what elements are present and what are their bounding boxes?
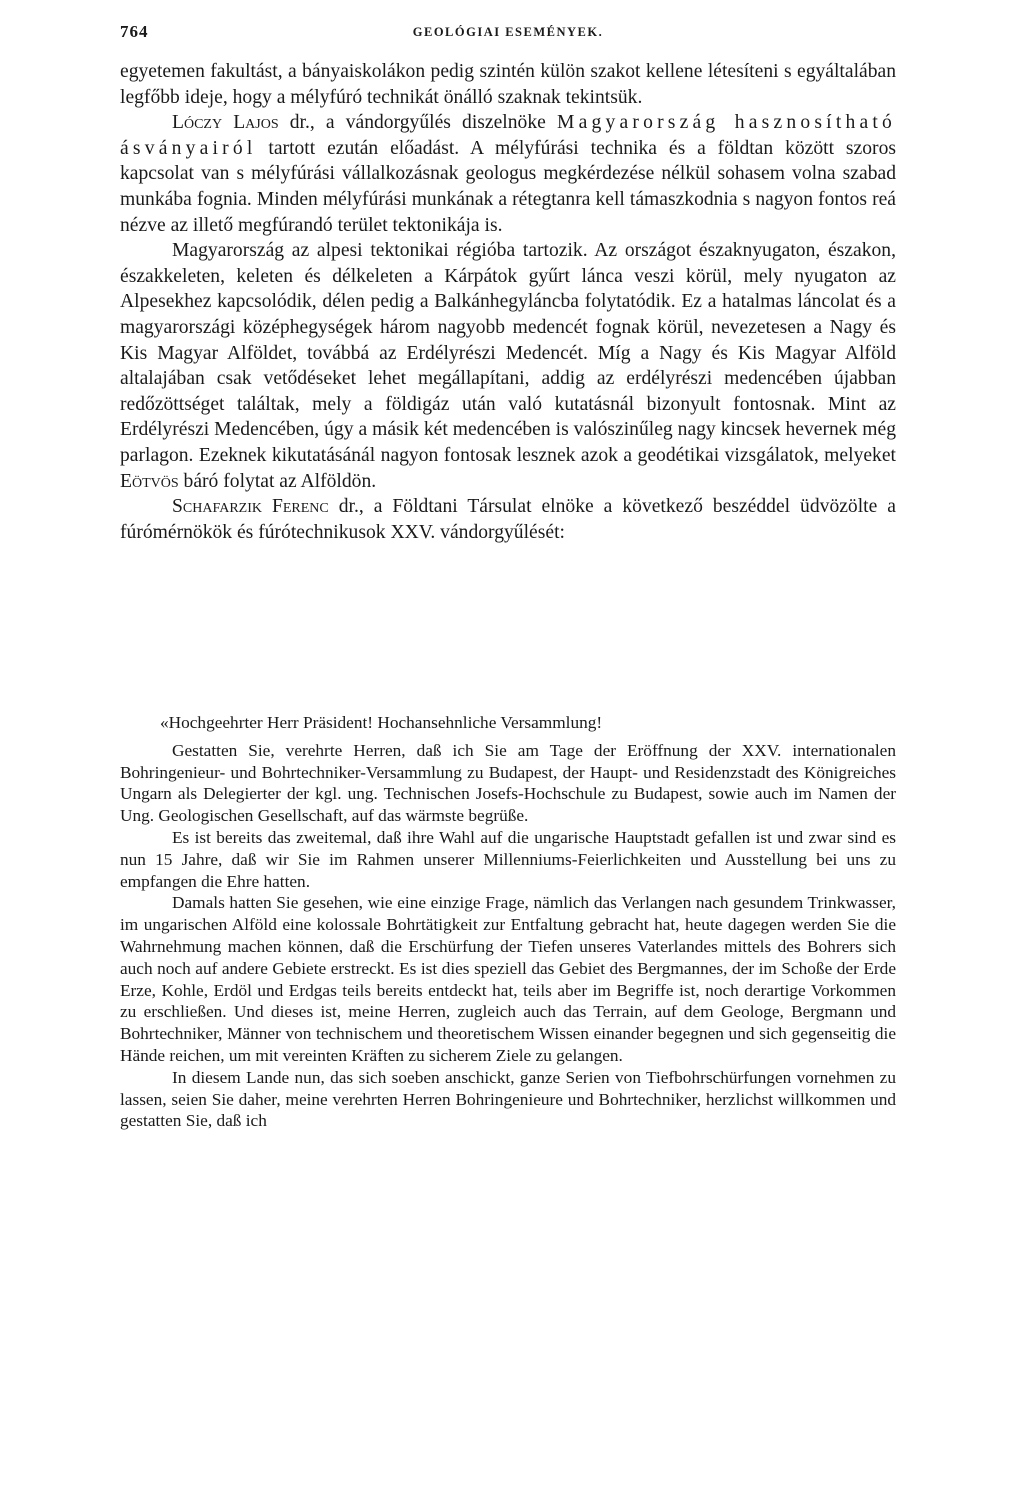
speech-greeting: «Hochgeehrter Herr Präsident! Hochansehnliche Versammlung! bbox=[160, 713, 603, 732]
page-header bbox=[120, 22, 896, 46]
page-number: 764 bbox=[120, 22, 149, 41]
lecture-title: Magyarország hasznosítható ásványairól bbox=[120, 112, 896, 159]
paragraph: Magyarország az alpesi tektonikai régióba tartozik. Az országot északnyugaton, északon, északkeleten, keleten és délkeleten a Kárpátok gyűrt lánca veszi körül, mely nyugaton az Alpesekhez kapcsolódik, délen pedig a Balkánhegyláncba folytatódik. Ez a hatalmas láncolat és a magyarországi középhegységek három nagyobb medencét fognak körül, nevezetesen a Nagy és Kis Magyar Alföldet, továbbá az Erdélyrészi Medencét. Míg a Nagy és Kis Magyar Alföld altalajában csak vetődéseket lehet megállapítani, addig az erdélyrészi medencében újabban redőzöttséget találtak, mely a földigáz után való kutatásnál bizonyult fontosnak. Mint az Erdélyrészi Medencében, úgy a másik két medencében is valószinűleg nagy kincsek hevernek még parlagon. Ezeknek kikutatásánál nagyon fontosak lesznek azok a geodétikai vizsgálatok, melyeket Eötvös báró folytat az Alföldön. bbox=[120, 240, 896, 492]
paragraph: Gestatten Sie, verehrte Herren, daß ich Sie am Tage der Eröffnung der XXV. internationalen Bohringenieur- und Bohrtechniker-Versammlung zu Budapest, der Haupt- und Residenzstadt des Königreiches Ungarn als Delegierter der kgl. ung. Technischen Josefs-Hochschule zu Budapest, sowie auch im Namen der Ung. Geologischen Gesellschaft, auf das wärmste begrüße. bbox=[120, 740, 896, 826]
paragraph: Damals hatten Sie gesehen, wie eine einzige Frage, nämlich das Verlangen nach gesundem Trinkwasser, im ungarischen Alföld eine kolossale Bohrtätigkeit zur Entfaltung gebracht hat, heute dagegen werden Sie die Wahrnehmung machen können, daß die Erschürfung der Tiefen unseres Vaterlandes mittels des Bohrers sich auch noch auf andere Gebiete erstreckt. Es ist dies speziell das Gebiet des Bergmannes, der im Schoße der Erde Erze, Kohle, Erdöl und Erdgas teils bereits entdeckt hat, teils aber im Begriffe ist, noch derartige Vorkommen zu erschließen. Und dieses ist, meine Herren, zugleich auch das Terrain, auf dem Geologe, Bergmann und Bohrtechniker, Männer von technischem und theoretischem Wissen einander begegnen und sich gegenseitig die Hände reichen, um mit vereinten Kräften zu sicherem Ziele zu gelangen. bbox=[120, 893, 896, 1065]
paragraph: Es ist bereits das zweitemal, daß ihre Wahl auf die ungarische Hauptstadt gefallen ist und zwar sind es nun 15 Jahre, daß wir Sie im Rahmen unserer Millenniums-Feierlichkeiten und Ausstellung bei uns zu empfangen die Ehre hatten. bbox=[120, 827, 896, 891]
running-head: GEOLÓGIAI ESEMÉNYEK. bbox=[412, 25, 604, 39]
paragraph: Lóczy Lajos dr., a vándorgyűlés diszelnöke Magyarország hasznosítható ásványairól tartott ezután előadást. A mélyfúrási technika és a földtan között szoros kapcsolat van s mélyfúrási vállalkozásnak geologus megkérdezése nélkül sohasem volna szabad munkába fognia. Minden mélyfúrási munkának a rétegtanra kell támaszkodnia s nagyon fontos reá nézve az illető megfúrandó terület tektonikája is. bbox=[120, 112, 896, 236]
author-name: Lóczy Lajos bbox=[172, 112, 279, 134]
paragraph: Schafarzik Ferenc dr., a Földtani Társulat elnöke a következő beszéddel üdvözölte a fúrómérnökök és fúrótechnikusok XXV. vándorgyűlését: bbox=[120, 496, 896, 543]
person-name: Eötvös bbox=[120, 470, 179, 492]
person-name: Schafarzik Ferenc bbox=[172, 496, 329, 518]
paragraph: egyetemen fakultást, a bányaiskolákon pedig szintén külön szakot kellene létesíteni s egyáltalában legfőbb ideje, hogy a mélyfúró technikát önálló szaknak tekintsük. bbox=[120, 61, 896, 108]
german-speech bbox=[120, 712, 896, 1132]
paragraph: In diesem Lande nun, das sich soeben anschickt, ganze Serien von Tiefbohrschürfungen vornehmen zu lassen, seien Sie daher, meine verehrten Herren Bohringenieure und Bohrtechniker, herzlichst willkommen und gestatten Sie, daß ich bbox=[120, 1067, 896, 1131]
hungarian-text bbox=[120, 59, 896, 545]
